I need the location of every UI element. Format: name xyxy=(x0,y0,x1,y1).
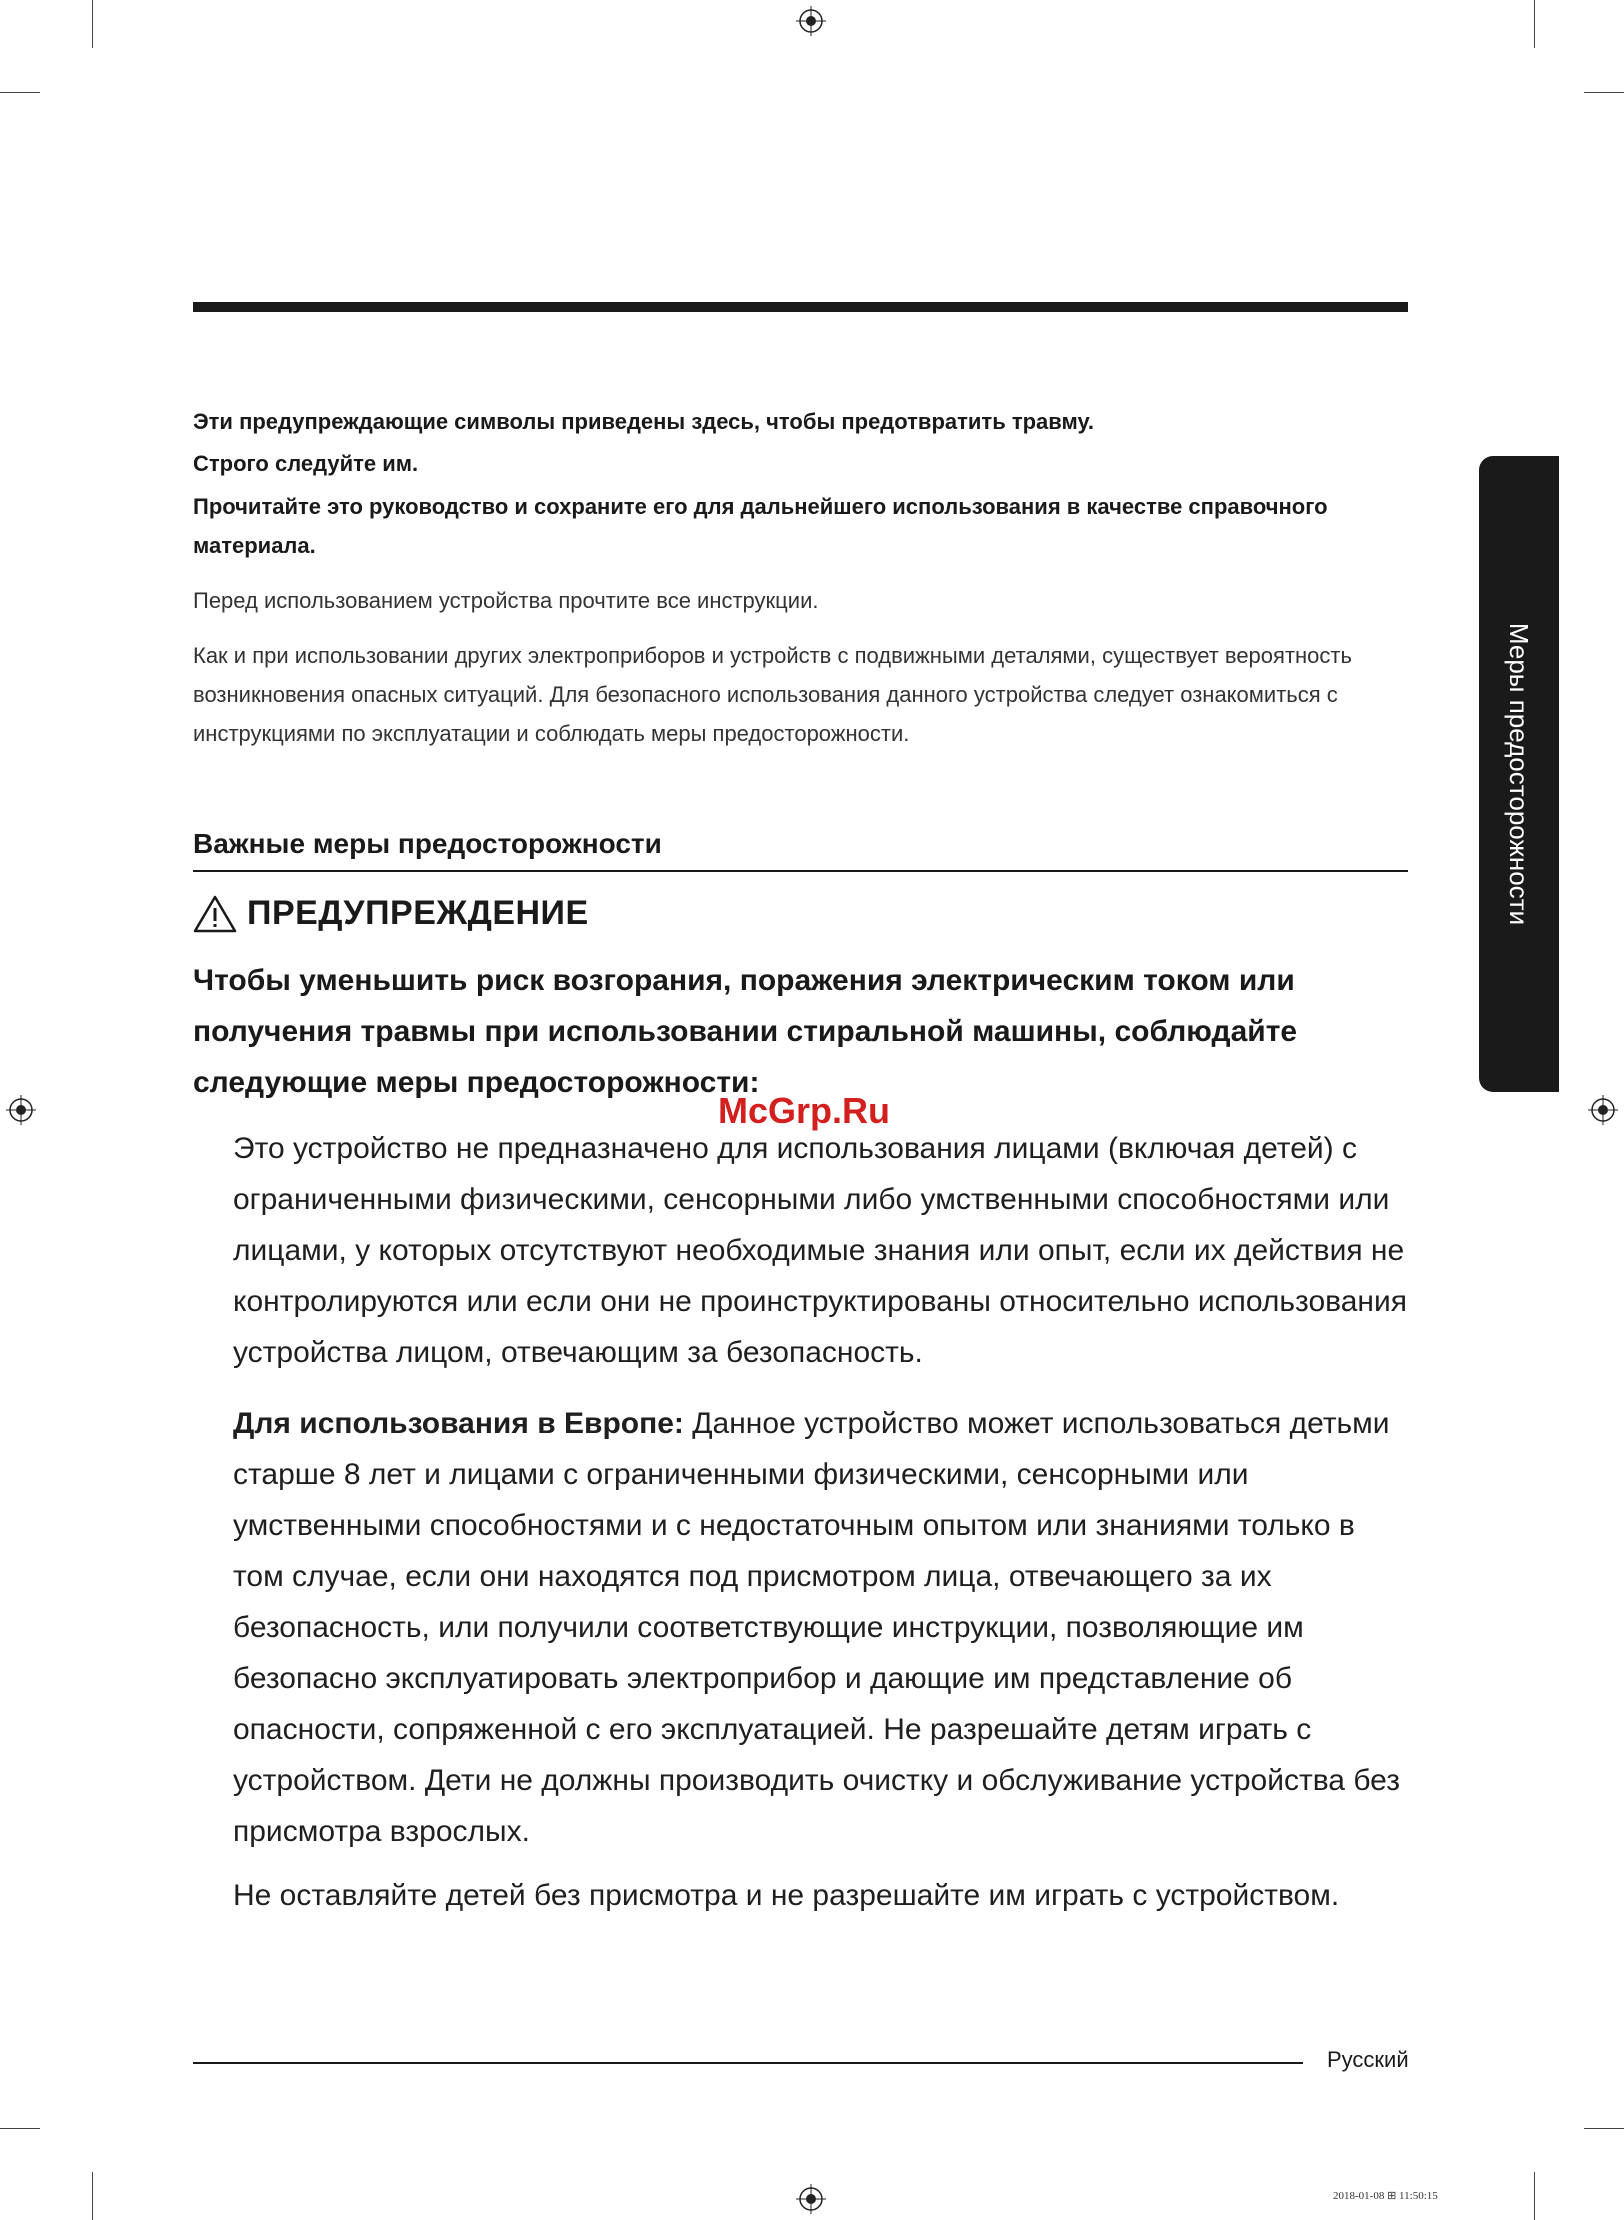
intro-line: Строго следуйте им. xyxy=(193,451,419,476)
registration-mark-icon xyxy=(1588,1095,1618,1125)
crop-mark xyxy=(1534,0,1535,48)
intro-paragraph: Как и при использовании других электроприборов и устройств с подвижными деталями, существует вероятность возникновения опасных ситуаций. Для безопасного использования данного устройства следует ознакомиться с инструкциями по эксплуатации и соблюдать меры предосторожности. xyxy=(193,643,1352,746)
print-stamp: 2018-01-08 ⊞ 11:50:15 xyxy=(1333,2190,1438,2202)
warning-lead: Чтобы уменьшить риск возгорания, поражения электрическим током или получения травмы при использовании стиральной машины, соблюдайте следующие меры предосторожности: xyxy=(193,964,1298,1099)
item-text: Данное устройство может использоваться детьми старше 8 лет и лицами с ограниченными физическими, сенсорными или умственными способностями и с недостаточным опытом или знаниями только в том случае, если они находятся под присмотром лица, отвечающего за их безопасность, или получили соответствующие инструкции, позволяющие им безопасно эксплуатировать электроприбор и дающие им представление об опасности, сопряженной с его эксплуатацией. Не разрешайте детям играть с устройством. Дети не должны производить очистку и обслуживание устройства без присмотра взрослых. xyxy=(233,1407,1400,1848)
footer-rule xyxy=(193,2062,1303,2064)
list-item xyxy=(233,1398,1413,1857)
list-item: Не оставляйте детей без присмотра и не разрешайте им играть с устройством. xyxy=(233,1879,1340,1912)
side-tab-label: Меры предосторожности xyxy=(1504,622,1535,926)
registration-mark-icon xyxy=(6,1095,36,1125)
crop-mark xyxy=(0,92,40,93)
list-item: Это устройство не предназначено для использования лицами (включая детей) с ограниченными физическими, сенсорными либо умственными способностями или лицами, у которых отсутствуют необходимые знания или опыт, если их действия не контролируются или если они не проинструктированы относительно использования устройства лицом, отвечающим за безопасность. xyxy=(233,1132,1407,1369)
crop-mark xyxy=(1584,2128,1624,2129)
warning-title: ПРЕДУПРЕЖДЕНИЕ xyxy=(247,894,589,932)
header-rule xyxy=(193,302,1408,312)
registration-mark-icon xyxy=(796,2184,826,2214)
footer-language: Русский xyxy=(1327,2047,1409,2072)
item-label: Для использования в Европе: xyxy=(233,1407,684,1440)
warning-triangle-icon xyxy=(193,895,237,933)
registration-mark-icon xyxy=(796,6,826,36)
crop-mark xyxy=(92,2172,93,2220)
crop-mark xyxy=(92,0,93,48)
watermark: McGrp.Ru xyxy=(718,1090,891,1131)
side-tab xyxy=(1479,456,1559,1092)
crop-mark xyxy=(1534,2172,1535,2220)
crop-mark xyxy=(1584,92,1624,93)
section-title: Важные меры предосторожности xyxy=(193,828,662,859)
warning-heading xyxy=(193,894,589,933)
intro-paragraph: Перед использованием устройства прочтите все инструкции. xyxy=(193,588,819,613)
section-rule xyxy=(193,870,1408,872)
intro-line: Эти предупреждающие символы приведены здесь, чтобы предотвратить травму. xyxy=(193,409,1094,434)
crop-mark xyxy=(0,2128,40,2129)
intro-line: Прочитайте это руководство и сохраните его для дальнейшего использования в качестве справочного материала. xyxy=(193,494,1328,558)
